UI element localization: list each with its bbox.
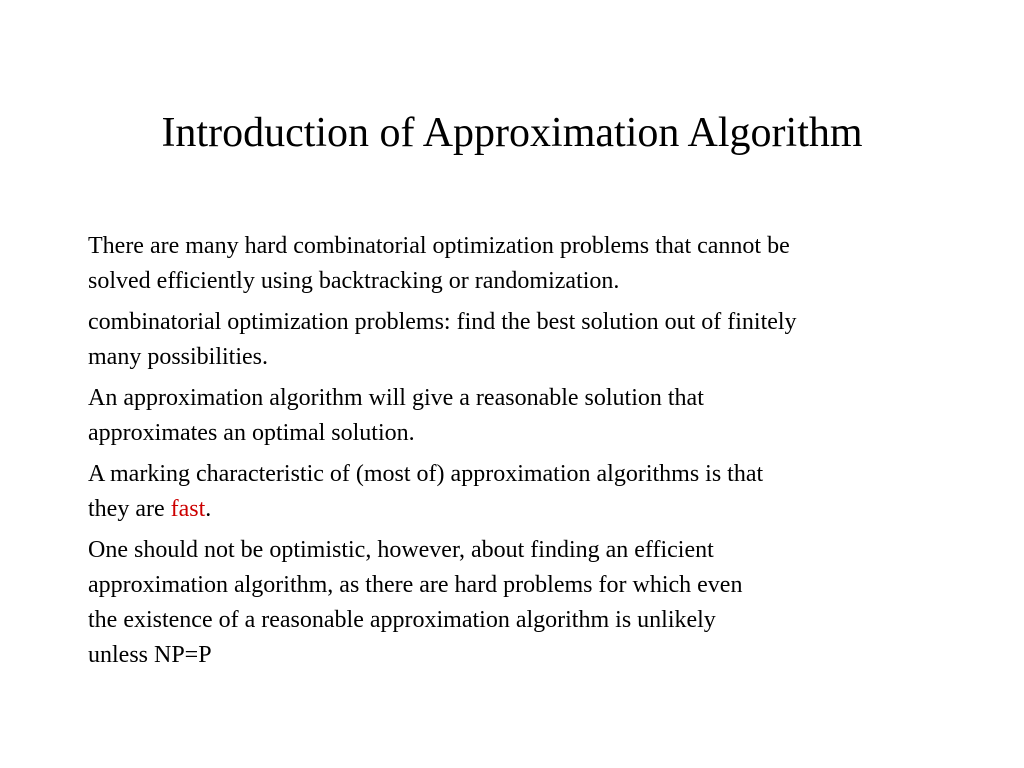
line-prefix: they are bbox=[88, 496, 171, 522]
paragraph-line: A marking characteristic of (most of) approximation algorithms is that bbox=[88, 461, 764, 487]
paragraph-line: approximates an optimal solution. bbox=[88, 420, 415, 446]
paragraph-line: many possibilities. bbox=[88, 344, 268, 370]
paragraph-line: An approximation algorithm will give a reasonable solution that bbox=[88, 385, 704, 411]
paragraph-line bbox=[88, 492, 948, 527]
paragraph-line: One should not be optimistic, however, about finding an efficient bbox=[88, 537, 714, 563]
paragraph-line: combinatorial optimization problems: find the best solution out of finitely bbox=[88, 309, 797, 335]
line-suffix: . bbox=[205, 496, 212, 522]
emphasis-word-fast: fast bbox=[170, 496, 206, 522]
body-text bbox=[88, 229, 948, 679]
paragraph-3 bbox=[88, 381, 948, 451]
paragraph-line: unless NP=P bbox=[88, 642, 212, 668]
paragraph-1 bbox=[88, 229, 948, 299]
paragraph-line: approximation algorithm, as there are hard problems for which even bbox=[88, 572, 743, 598]
paragraph-5 bbox=[88, 533, 948, 673]
paragraph-4 bbox=[88, 457, 948, 527]
paragraph-line: There are many hard combinatorial optimization problems that cannot be bbox=[88, 233, 790, 259]
slide-title: Introduction of Approximation Algorithm bbox=[161, 110, 863, 156]
paragraph-line: solved efficiently using backtracking or randomization. bbox=[88, 268, 620, 294]
paragraph-2 bbox=[88, 305, 948, 375]
paragraph-line: the existence of a reasonable approximation algorithm is unlikely bbox=[88, 607, 716, 633]
